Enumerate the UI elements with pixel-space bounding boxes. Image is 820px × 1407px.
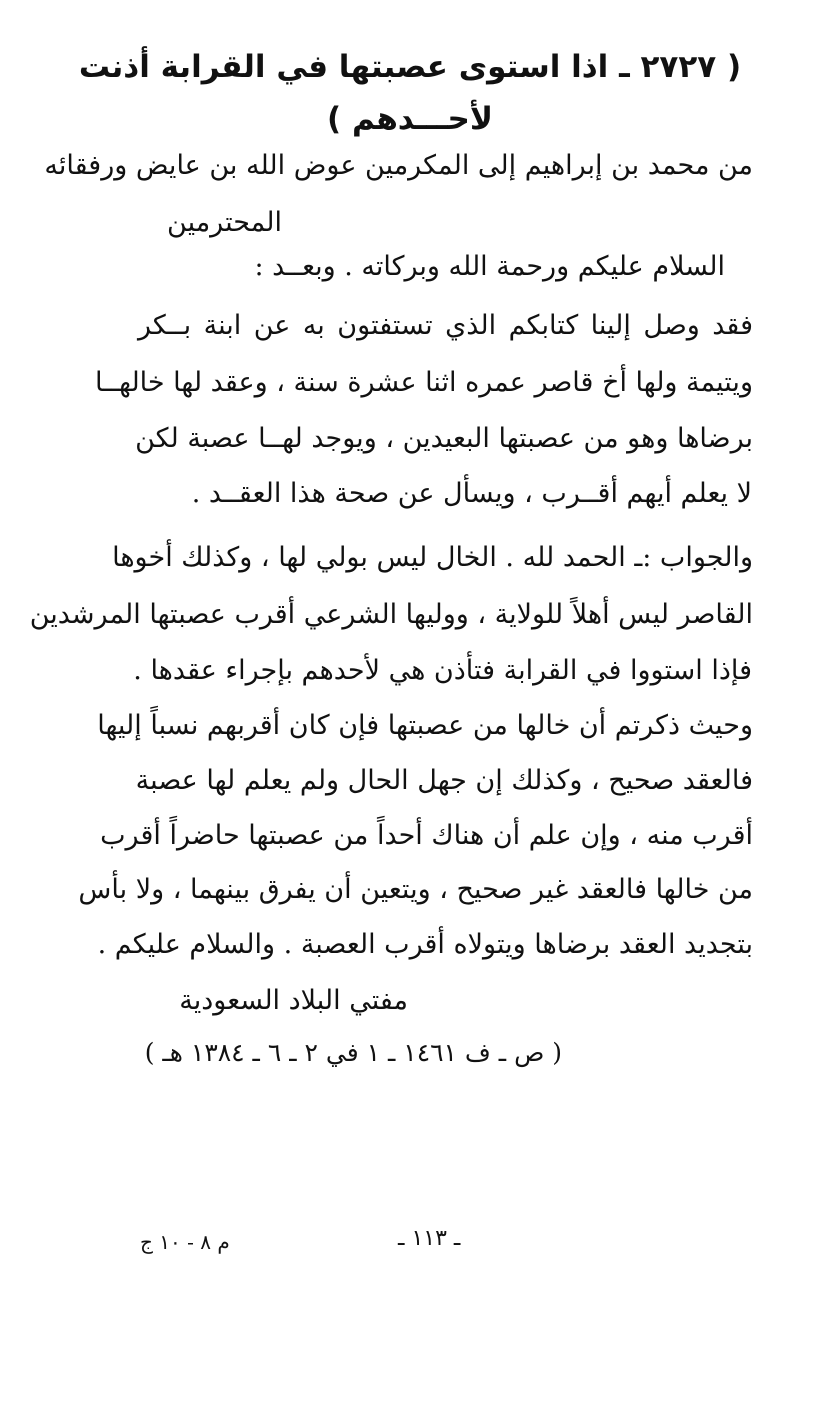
fatwa-title-line-2: لأحـــدهم ) xyxy=(327,101,493,137)
address-line-1: من محمد بن إبراهيم إلى المكرمين عوض الله بن عايض ورفقائه xyxy=(44,150,753,181)
question-line-3: برضاها وهو من عصبتها البعيدين ، ويوجد لهــا عصبة لكن xyxy=(135,423,753,454)
volume-marker: م ٨ - ١٠ ج xyxy=(140,1230,230,1254)
question-line-4: لا يعلم أيهم أقــرب ، ويسأل عن صحة هذا العقــد . xyxy=(191,478,752,509)
answer-line-3: فإذا استووا في القرابة فتأذن هي لأحدهم بإجراء عقدها . xyxy=(133,655,752,686)
answer-line-7: من خالها فالعقد غير صحيح ، ويتعين أن يفرق بينهما ، ولا بأس xyxy=(78,874,753,905)
reference: ( ص ـ ف ١٤٦١ ـ ١ في ٢ ـ ٦ ـ ١٣٨٤ هـ ) xyxy=(144,1038,562,1067)
answer-line-8: بتجديد العقد برضاها ويتولاه أقرب العصبة . والسلام عليكم . xyxy=(97,929,753,960)
answer-line-5: فالعقد صحيح ، وكذلك إن جهل الحال ولم يعلم لها عصبة xyxy=(135,765,753,796)
address-line-2: المحترمين xyxy=(167,207,282,238)
answer-line-4: وحيث ذكرتم أن خالها من عصبتها فإن كان أقربهم نسباً إليها xyxy=(97,710,753,741)
answer-line-2: القاصر ليس أهلاً للولاية ، ووليها الشرعي أقرب عصبتها المرشدين xyxy=(29,599,753,630)
question-line-1: فقد وصل إلينا كتابكم الذي تستفتون به عن ابنة بــكر xyxy=(138,310,753,341)
fatwa-title-line-1: ( ٢٧٢٧ ـ اذا استوى عصبتها في القرابة أذنت xyxy=(78,49,742,85)
answer-line-6: أقرب منه ، وإن علم أن هناك أحداً من عصبتها حاضراً أقرب xyxy=(100,820,753,851)
greeting: السلام عليكم ورحمة الله وبركاته . وبعــد : xyxy=(254,251,725,282)
question-line-2: ويتيمة ولها أخ قاصر عمره اثنا عشرة سنة ، وعقد لها خالهــا xyxy=(94,367,753,398)
signature: مفتي البلاد السعودية xyxy=(179,985,408,1016)
answer-line-1: والجواب :ـ الحمد لله . الخال ليس بولي لها ، وكذلك أخوها xyxy=(112,542,753,573)
page-number: ـ ١١٣ ـ xyxy=(398,1226,461,1251)
